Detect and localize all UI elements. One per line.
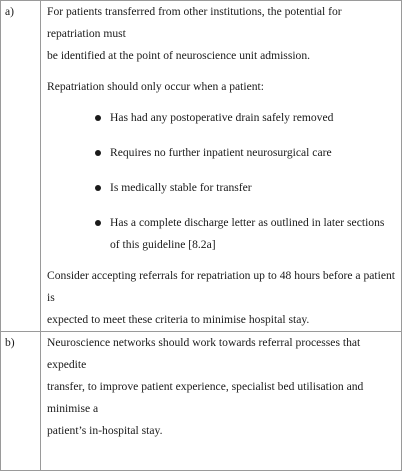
row-label-cell [1, 1, 41, 332]
bullet-icon [95, 220, 101, 226]
list-item-text: Requires no further inpatient neurosurgical care [110, 146, 332, 159]
networks-text-line: Neuroscience networks should work towards referral processes that expedite [47, 336, 361, 371]
intro-text-line: be identified at the point of neuroscience unit admission. [47, 49, 311, 62]
list-item [47, 177, 395, 199]
list-item [47, 107, 395, 129]
list-item-text: Is medically stable for transfer [110, 181, 252, 194]
referral-text-line: expected to meet these criteria to minimise hospital stay. [47, 313, 310, 326]
table-row-a [1, 1, 402, 332]
row-content-cell [41, 1, 402, 332]
networks-text-line: transfer, to improve patient experience, specialist bed utilisation and minimise a [47, 380, 364, 415]
bullet-icon [95, 115, 101, 121]
row-label-cell [1, 332, 41, 471]
list-item-text: Has a complete discharge letter as outlined in later sections of this guideline [8.2a] [110, 216, 385, 251]
list-item [47, 142, 395, 164]
referral-text-line: Consider accepting referrals for repatriation up to 48 hours before a patient is [47, 269, 395, 304]
table-row-b [1, 332, 402, 471]
row-label: b) [5, 336, 15, 349]
intro-text-line: For patients transferred from other institutions, the potential for repatriation must [47, 5, 342, 40]
networks-text-line: patient’s in-hospital stay. [47, 424, 163, 437]
list-item [47, 212, 395, 256]
row-label: a) [5, 5, 15, 18]
row-content-cell [41, 332, 402, 471]
list-item-text: Has had any postoperative drain safely removed [110, 111, 334, 124]
bullet-icon [95, 150, 101, 156]
bullet-icon [95, 185, 101, 191]
repatriation-condition: Repatriation should only occur when a patient: [47, 80, 265, 93]
criteria-list [47, 107, 395, 256]
